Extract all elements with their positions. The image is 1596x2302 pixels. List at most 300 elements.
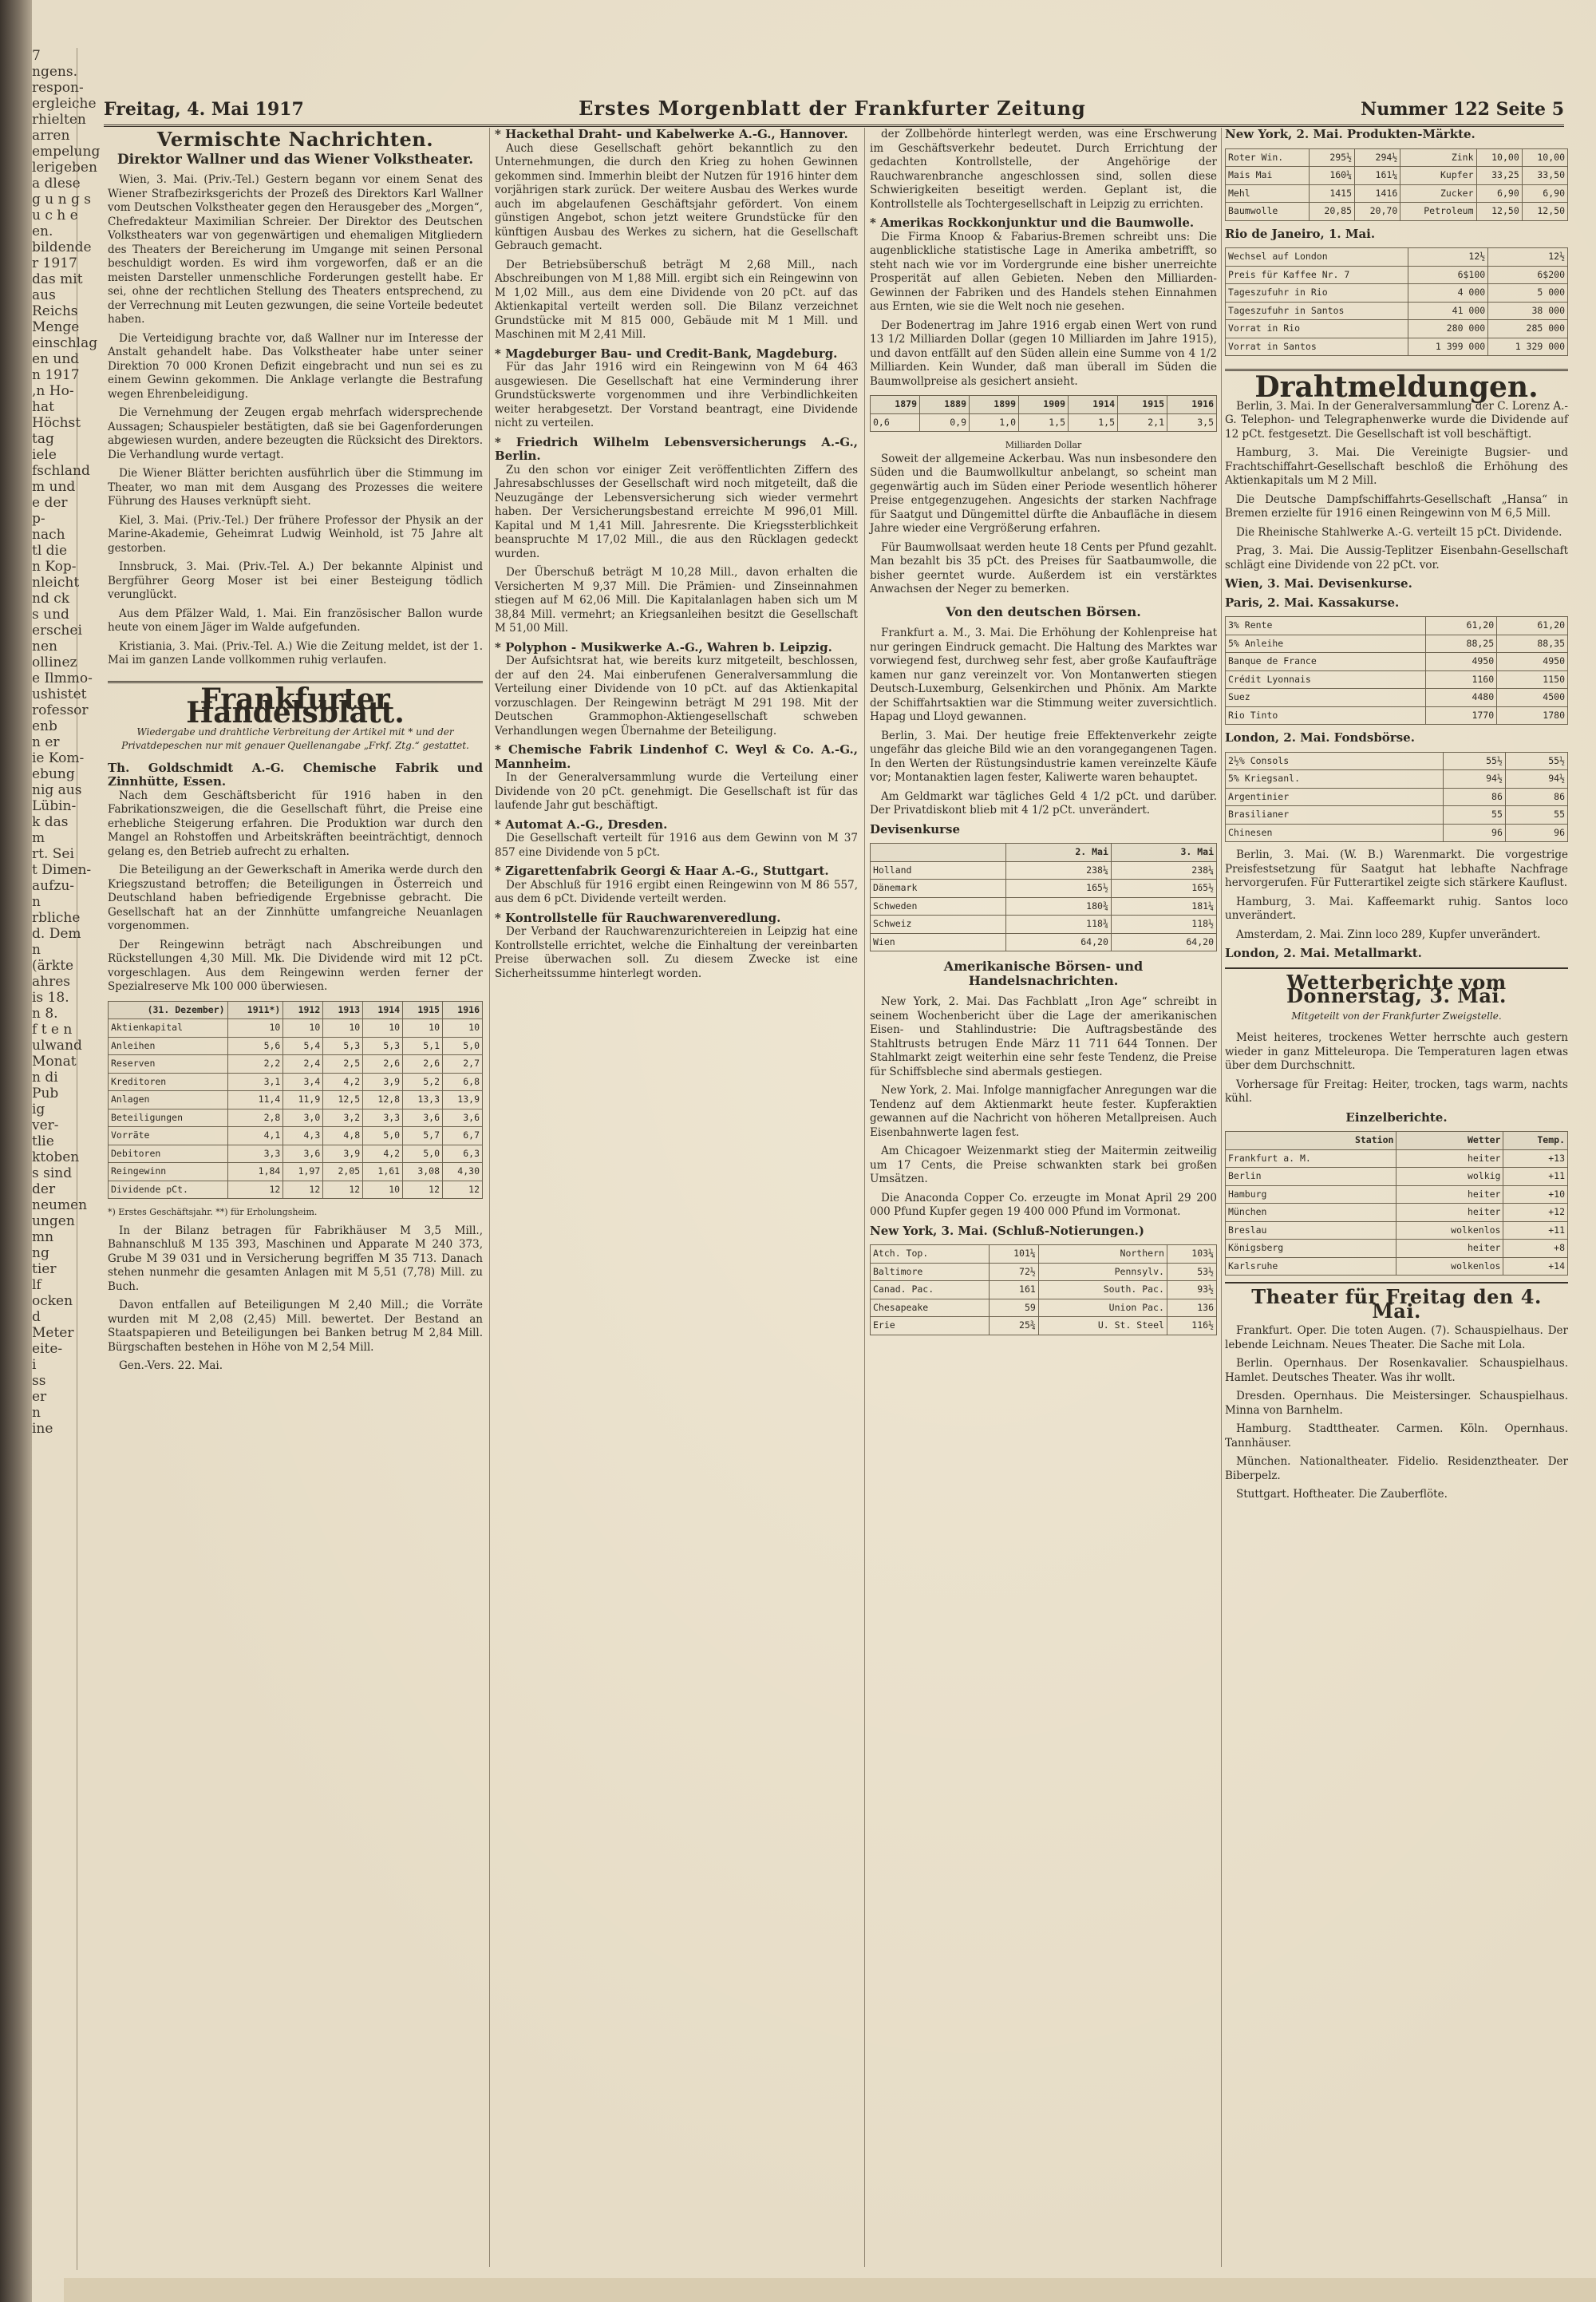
table-cell: 6,3: [443, 1145, 483, 1163]
fragment-line: nig aus: [32, 782, 82, 798]
table-cell: +11: [1503, 1221, 1568, 1240]
fragment-line: ie Kom-: [32, 750, 85, 766]
table-cell: 5% Anleihe: [1226, 635, 1426, 653]
fragment-line: p-: [32, 511, 45, 527]
table-row: [1226, 338, 1568, 356]
fragment-line: m: [32, 830, 45, 846]
fragment-line: ungen: [32, 1213, 75, 1229]
table-cell: 5,1: [403, 1037, 443, 1055]
table-row: [109, 1127, 483, 1145]
table-cell: 1415: [1309, 184, 1354, 203]
table-cell: 1,5: [1069, 413, 1118, 432]
fragment-line: ollinez: [32, 655, 77, 670]
table-cell: Kreditoren: [109, 1073, 228, 1091]
table-header: 1913: [323, 1001, 363, 1019]
table-cell: 20,70: [1355, 203, 1400, 221]
table-cell: 1,5: [1019, 413, 1069, 432]
fragment-line: r 1917: [32, 255, 77, 271]
fragment-line: ngens.: [32, 64, 77, 80]
fragment-line: nd ck: [32, 591, 70, 607]
table-row: [1226, 617, 1568, 635]
table-cell: Reserven: [109, 1055, 228, 1074]
article-title: * Kontrollstelle für Rauchwarenveredlung.: [495, 910, 781, 925]
table-header: 1912: [283, 1001, 323, 1019]
table-cell: +10: [1503, 1185, 1568, 1204]
table-cell: Breslau: [1226, 1221, 1396, 1240]
table-cell: 13,9: [443, 1091, 483, 1109]
paragraph: New York, 2. Mai. Das Fachblatt „Iron Age“ schreibt in seinem Wochenbericht über die Lage der amerikanischen Eisen- und Stahlindustrie: Die Auftragsbestände des Stahltrusts betrugen Ende März 11 711 644 Tonnen. Der Stahlmarkt zeigt weiterhin eine sehr feste Tendenz, die Preise für Schiffsbleche sind abermals gestiegen.: [870, 995, 1217, 1078]
table-cell: 0,6: [871, 413, 920, 432]
article-title: * Hackethal Draht- und Kabelwerke A.-G., Hannover.: [495, 127, 848, 141]
fragment-line: ,n Ho-: [32, 383, 74, 399]
table-cell: Pennsylv.: [1038, 1263, 1167, 1281]
table-header: (31. Dezember): [109, 1001, 228, 1019]
paragraph: Innsbruck, 3. Mai. (Priv.-Tel. A.) Der bekannte Alpinist und Bergführer Georg Moser ist bei einer Besteigung tödlich verunglückt.: [108, 560, 483, 601]
table-cell: 12,50: [1522, 203, 1567, 221]
paragraph: Der Verband der Rauchwarenzurichtereien in Leipzig hat eine Kontrollstelle errichtet, welche die Einhaltung der vereinbarten Preise überwachen soll. Zu diesem Zwecke ist eine Sicherheitssumme hinterlegt worden.: [495, 925, 858, 980]
paragraph: Der Aufsichtsrat hat, wie bereits kurz mitgeteilt, beschlossen, der auf den 24. Mai einberufenen Generalversammlung die Verteilung einer Dividende von 10 pCt. auf das Aktienkapital vorzuschlagen. Der Reingewinn beträgt M 291 198. Mit der Deutschen Grammophon-Aktiengesellschaft schweben Verhandlungen wegen Übernahme der Beteiligung.: [495, 655, 858, 738]
fragment-line: d. Dem: [32, 926, 81, 942]
table-cell: Baumwolle: [1226, 203, 1310, 221]
table-cell: 12,50: [1476, 203, 1522, 221]
section-title: Amerikanische Börsen- und Handelsnachrichten.: [943, 959, 1144, 988]
fragment-line: n 8.: [32, 1006, 58, 1022]
table-cell: 103¼: [1167, 1245, 1216, 1264]
table-cell: Brasilianer: [1226, 806, 1444, 825]
column-rule: [1221, 128, 1222, 2267]
fragment-line: n di: [32, 1070, 58, 1086]
article-body: [108, 173, 483, 668]
table-cell: 118½: [1111, 916, 1216, 934]
table-cell: 5,6: [227, 1037, 283, 1055]
fragment-line: ahres: [32, 974, 70, 990]
table-cell: 2,2: [227, 1055, 283, 1074]
table-cell: 3,1: [227, 1073, 283, 1091]
table-cell: 1 399 000: [1408, 338, 1488, 356]
table-row: [1226, 266, 1568, 284]
table-header: 1916: [1167, 396, 1217, 414]
produkten-table: [1225, 148, 1568, 221]
table-cell: Karlsruhe: [1226, 1257, 1396, 1276]
table-row: [1226, 752, 1568, 770]
table-title: New York, 2. Mai. Produkten-Märkte.: [1225, 127, 1476, 141]
table-title: Wien, 3. Mai. Devisenkurse.: [1225, 576, 1412, 591]
table-header: 1914: [363, 1001, 403, 1019]
table-cell: 1,97: [283, 1163, 323, 1181]
table-title: Einzelberichte.: [1345, 1109, 1448, 1125]
table-cell: wolkenlos: [1396, 1221, 1503, 1240]
paragraph: Prag, 3. Mai. Die Aussig-Teplitzer Eisenbahn-Gesellschaft schlägt eine Dividende von 22 pCt. vor.: [1225, 544, 1568, 572]
article-title: * Automat A.-G., Dresden.: [495, 817, 668, 832]
fragment-line: Reichs: [32, 303, 78, 319]
paragraph: Wien, 3. Mai. (Priv.-Tel.) Gestern begann vor einem Senat des Wiener Strafbezirksgerichts der Prozeß des Direktors Karl Wallner vom Deutschen Volkstheater gegen den Herausgeber des „Morgen“, Chefredakteur Maximilian Schreier. Der Direktor des Deutschen Volkstheaters war von gegenwärtigen und ehemaligen Mitgliedern des Theaters der Bereicherung im Umgange mit seinen Personal beschuldigt worden. Es wird ihm vorgeworfen, daß er an die meisten Darsteller unmenschliche Forderungen gestellt habe. Er sei, ohne der rechtlichen Stellung des Theaters entsprechend, zu der Verrechnung mit Leuten gezwungen, die seine Vorteile bedeutet haben.: [108, 173, 483, 326]
fragment-line: eite-: [32, 1341, 63, 1357]
table-title: London, 2. Mai. Metallmarkt.: [1225, 946, 1422, 960]
table-title: Devisenkurse: [870, 821, 961, 837]
fragment-line: (ärkte: [32, 958, 74, 974]
fragment-line: neumen: [32, 1197, 88, 1213]
table-cell: Petroleum: [1400, 203, 1476, 221]
column-rule: [864, 128, 865, 2267]
table-cell: 3,9: [363, 1073, 403, 1091]
fragment-line: ktoben: [32, 1149, 80, 1165]
table-cell: 94½: [1505, 770, 1567, 789]
table-header: Wetter: [1396, 1132, 1503, 1150]
table-cell: 2,1: [1118, 413, 1167, 432]
fragment-line: Meter: [32, 1325, 74, 1341]
table-cell: 55½: [1505, 752, 1567, 770]
table-row: [871, 1299, 1217, 1317]
fragment-line: er: [32, 1389, 47, 1405]
table-cell: 10: [443, 1019, 483, 1038]
table-header: 1915: [403, 1001, 443, 1019]
table-cell: 86: [1505, 788, 1567, 806]
fragment-line: nleicht: [32, 575, 80, 591]
table-row: [1226, 670, 1568, 689]
table-header: 1914: [1069, 396, 1118, 414]
table-cell: 12: [403, 1181, 443, 1199]
column-3: [870, 128, 1217, 2267]
table-cell: Vorräte: [109, 1127, 228, 1145]
paragraph: Dresden. Opernhaus. Die Meistersinger. Schauspielhaus. Minna von Barnhelm.: [1225, 1390, 1568, 1417]
table-cell: 33,25: [1476, 167, 1522, 185]
paragraph: Berlin, 3. Mai. (W. B.) Warenmarkt. Die vorgestrige Preisfestsetzung für Saatgut hat lebhafte Nachfrage hervorgerufen. Für Futterartikel zeigte sich stärkere Kauflust.: [1225, 848, 1568, 889]
fragment-line: rofessor: [32, 702, 89, 718]
table-cell: 88,25: [1426, 635, 1497, 653]
table-cell: Rio Tinto: [1226, 706, 1426, 725]
table-row: [109, 1109, 483, 1127]
fragment-line: arren: [32, 128, 70, 144]
table-cell: 4,1: [227, 1127, 283, 1145]
table-row: [1226, 788, 1568, 806]
table-cell: 1780: [1497, 706, 1568, 725]
table-cell: 5 000: [1488, 284, 1568, 303]
wetter-note: Mitgeteilt von der Frankfurter Zweigstelle.: [1291, 1010, 1502, 1022]
balance-table: [108, 1001, 483, 1200]
table-cell: 165½: [1005, 880, 1111, 898]
table-cell: 160¼: [1309, 167, 1354, 185]
fragment-line: erschei: [32, 623, 82, 639]
fragment-line: aufzu-: [32, 878, 75, 894]
table-row: [1226, 248, 1568, 267]
table-row: [871, 1281, 1217, 1299]
table-cell: +13: [1503, 1149, 1568, 1168]
table-cell: 5,0: [443, 1037, 483, 1055]
table-cell: 64,20: [1111, 933, 1216, 951]
article-body: [1225, 1031, 1568, 1106]
table-cell: 38 000: [1488, 302, 1568, 320]
header-date: Freitag, 4. Mai 1917: [104, 99, 304, 120]
table-cell: Tageszufuhr in Santos: [1226, 302, 1408, 320]
fragment-line: ushistet: [32, 686, 87, 702]
table-cell: Mais Mai: [1226, 167, 1310, 185]
table-cell: Hamburg: [1226, 1185, 1396, 1204]
fragment-line: enb: [32, 718, 57, 734]
table-row: [1226, 167, 1568, 185]
scan-edge: [0, 0, 32, 2302]
fragment-line: Monat: [32, 1054, 77, 1070]
fragment-line: aus: [32, 287, 56, 303]
table-cell: 11,4: [227, 1091, 283, 1109]
fragment-line: f t e n: [32, 1022, 73, 1038]
article-body: [1225, 400, 1568, 573]
table-cell: U. St. Steel: [1038, 1317, 1167, 1335]
table-header: Temp.: [1503, 1132, 1568, 1150]
table-cell: Frankfurt a. M.: [1226, 1149, 1396, 1168]
article-body: [870, 627, 1217, 818]
fragment-line: Lübin-: [32, 798, 77, 814]
table-cell: 238¼: [1005, 861, 1111, 880]
article-title: * Friedrich Wilhelm Lebensversicherungs A.-G., Berlin.: [495, 434, 858, 463]
column-1: [108, 128, 483, 2267]
fragment-line: en.: [32, 223, 53, 239]
table-cell: 294½: [1355, 148, 1400, 167]
table-title: London, 2. Mai. Fondsbörse.: [1225, 730, 1415, 745]
table-header: 1889: [920, 396, 970, 414]
fragment-line: n: [32, 1405, 41, 1421]
handelsblatt-note: Wiedergabe und drahtliche Verbreitung der Artikel mit * und der Privatdepeschen nur mit genauer Quellenangabe „Frkf. Ztg.“ gestattet.: [121, 726, 469, 751]
table-row: [1226, 635, 1568, 653]
fragment-line: der: [32, 1181, 56, 1197]
fragment-line: Pub: [32, 1086, 59, 1102]
table-row: [871, 861, 1217, 880]
table-cell: München: [1226, 1204, 1396, 1222]
fragment-line: 7: [32, 48, 41, 64]
section-title: Vermischte Nachrichten.: [156, 128, 434, 151]
table-header: 2. Mai: [1005, 844, 1111, 862]
paragraph: Der Abschluß für 1916 ergibt einen Reingewinn von M 86 557, aus dem 6 pCt. Dividende verteilt werden.: [495, 878, 858, 905]
table-cell: 72½: [989, 1263, 1038, 1281]
fragment-line: g u n g s: [32, 192, 92, 208]
paris-table: [1225, 616, 1568, 725]
paragraph: Die Gesellschaft verteilt für 1916 aus dem Gewinn von M 37 857 eine Dividende von 5 pCt.: [495, 832, 858, 859]
fragment-line: ng: [32, 1245, 49, 1261]
paragraph: Davon entfallen auf Beteiligungen M 2,40 Mill.; die Vorräte wurden mit M 2,08 (2,45) Mill. bewertet. Der Bestand an Staatspapieren und Beteiligungen bei Banken betrug M 2,84 Mill. Bürgschaften bestehen in Höhe von M 2,54 Mill.: [108, 1299, 483, 1354]
table-cell: 41 000: [1408, 302, 1488, 320]
table-cell: 12½: [1488, 248, 1568, 267]
table-cell: 12: [443, 1181, 483, 1199]
article-title: * Polyphon - Musikwerke A.-G., Wahren b. Leipzig.: [495, 639, 832, 655]
paragraph: Kristiania, 3. Mai. (Priv.-Tel. A.) Wie die Zeitung meldet, ist der 1. Mai im ganzen Lande vollkommen ruhig verlaufen.: [108, 639, 483, 666]
table-cell: 136: [1167, 1299, 1216, 1317]
table-cell: 3,2: [323, 1109, 363, 1127]
fragment-line: m und: [32, 479, 76, 495]
fragment-line: ocken: [32, 1293, 73, 1309]
paragraph: Die Deutsche Dampfschiffahrts-Gesellschaft „Hansa“ in Bremen erzielte für 1916 einen Reingewinn von M 6,5 Mill.: [1225, 492, 1568, 520]
table-cell: 1416: [1355, 184, 1400, 203]
table-cell: heiter: [1396, 1185, 1503, 1204]
rio-table: [1225, 247, 1568, 356]
article-body: [870, 128, 1217, 212]
table-cell: Anleihen: [109, 1037, 228, 1055]
table-header: 1909: [1019, 396, 1069, 414]
table-cell: Erie: [871, 1317, 990, 1335]
fragment-line: is 18.: [32, 990, 69, 1006]
paragraph: Die Wiener Blätter berichten ausführlich über die Stimmung im Theater, wo man mit dem Ausgang des Prozesses die weitere Führung des Hauses verknüpft sieht.: [108, 467, 483, 508]
paragraph: Die Beteiligung an der Gewerkschaft in Amerika werde durch den Kriegszustand betroffen; die Beteiligungen in Österreich und Deutschland haben befriedigende Ergebnisse gebracht. Die Gesellschaft hat an der Zinnhütte umfangreiche Neuanlagen vorgenommen.: [108, 864, 483, 932]
paragraph: Gen.-Vers. 22. Mai.: [119, 1359, 223, 1372]
fragment-line: t Dimen-: [32, 862, 92, 878]
paragraph: Berlin, 3. Mai. Der heutige freie Effektenverkehr zeigte ungefähr das gleiche Bild wie an den vorangegangenen Tagen. In den Werten der Rüstungsindustrie kamen vereinzelte Käufe vor; Montanaktien lagen fester, Kaliwerte waren behauptet.: [870, 729, 1217, 784]
table-cell: 5% Kriegsanl.: [1226, 770, 1444, 789]
yield-caption: Milliarden Dollar: [1005, 440, 1082, 450]
paragraph: Berlin. Opernhaus. Der Rosenkavalier. Schauspielhaus. Hamlet. Deutsches Theater. Was ihr wollt.: [1225, 1357, 1568, 1384]
table-row: [1226, 184, 1568, 203]
table-row: [1226, 824, 1568, 842]
article-list: [495, 128, 858, 981]
table-cell: 5,7: [403, 1127, 443, 1145]
fragment-line: fschland: [32, 463, 90, 479]
table-cell: 3% Rente: [1226, 617, 1426, 635]
article-title: * Amerikas Rockkonjunktur und die Baumwolle.: [870, 216, 1195, 230]
fragment-line: s und: [32, 607, 69, 623]
paragraph: Zu den schon vor einiger Zeit veröffentlichten Ziffern des Jahresabschlusses der Gesellschaft wird noch mitgeteilt, daß die Neuzugänge der Lebensversicherung sich wieder vermehrt haben. Der Versicherungsbestand erreichte M 996,01 Mill. Kapital und M 1,41 Mill. Jahresrente. Die Kriegssterblichkeit beanspruchte M 17,02 Mill., die aus den Rücklagen gedeckt wurden.: [495, 463, 858, 560]
devisen-table: [870, 843, 1217, 951]
table-cell: Banque de France: [1226, 653, 1426, 671]
table-row: [1226, 706, 1568, 725]
fragment-line: u c h e: [32, 208, 78, 223]
fragment-line: rt. Sei: [32, 846, 74, 862]
table-cell: South. Pac.: [1038, 1281, 1167, 1299]
table-cell: 12,5: [323, 1091, 363, 1109]
weather-table: [1225, 1131, 1568, 1276]
table-cell: 3,9: [323, 1145, 363, 1163]
table-cell: Reingewinn: [109, 1163, 228, 1181]
table-header: 3. Mai: [1111, 844, 1216, 862]
table-cell: Mehl: [1226, 184, 1310, 203]
paragraph: Soweit der allgemeine Ackerbau. Was nun insbesondere den Süden und die Baumwollkultur anbelangt, so scheint man gegenwärtig auch im Süden einer Periode wesentlich höherer Preise entgegenzugehen. Angesichts der starken Nachfrage für Saatgut und Düngemittel dürfte die Anbaufläche in diesem Jahre wieder eine Vergrößerung erfahren.: [870, 452, 1217, 535]
paragraph: Die Verteidigung brachte vor, daß Wallner nur im Interesse der Anstalt gehandelt habe. Das Volkstheater habe unter seiner Direktion 70 000 Kronen Defizit eingebracht und nun sei es zu einem Gewinn gekommen. Die Anklage verlangte die Bestrafung wegen Ehrenbeleidigung.: [108, 331, 483, 401]
table-header: 1899: [970, 396, 1019, 414]
fragment-line: n: [32, 894, 41, 910]
table-cell: Vorrat in Santos: [1226, 338, 1408, 356]
table-cell: 101¼: [989, 1245, 1038, 1264]
table-row: [1226, 1168, 1568, 1186]
table-row: [109, 1037, 483, 1055]
table-cell: 3,6: [443, 1109, 483, 1127]
table-cell: 3,6: [403, 1109, 443, 1127]
table-cell: 10,00: [1476, 148, 1522, 167]
table-cell: 10: [363, 1181, 403, 1199]
table-row: [1226, 1240, 1568, 1258]
fragment-line: n: [32, 942, 41, 958]
table-cell: Zink: [1400, 148, 1476, 167]
table-cell: 96: [1443, 824, 1505, 842]
table-header: [871, 844, 1006, 862]
table-cell: +8: [1503, 1240, 1568, 1258]
fragment-line: e der: [32, 495, 68, 511]
fragment-line: nach: [32, 527, 65, 543]
fragment-line: bildende: [32, 239, 92, 255]
table-cell: 1,0: [970, 413, 1019, 432]
table-row: [1226, 284, 1568, 303]
newspaper-page: [32, 0, 1596, 2302]
fragment-line: hat: [32, 399, 54, 415]
table-cell: Canad. Pac.: [871, 1281, 990, 1299]
table-cell: 88,35: [1497, 635, 1568, 653]
table-cell: 2,7: [443, 1055, 483, 1074]
table-cell: 4,2: [363, 1145, 403, 1163]
paragraph: München. Nationaltheater. Fidelio. Residenztheater. Der Biberpelz.: [1225, 1455, 1568, 1482]
fragment-line: k das: [32, 814, 69, 830]
fragment-line: i: [32, 1357, 37, 1373]
table-row: [1226, 770, 1568, 789]
table-cell: 2½% Consols: [1226, 752, 1444, 770]
table-cell: 4,2: [323, 1073, 363, 1091]
section-title: Wetterberichte vom Donnerstag, 3. Mai.: [1286, 970, 1507, 1007]
table-cell: 181¼: [1111, 897, 1216, 916]
table-cell: Roter Win.: [1226, 148, 1310, 167]
table-cell: 2,8: [227, 1109, 283, 1127]
fragment-line: rbliche: [32, 910, 81, 926]
table-cell: wolkenlos: [1396, 1257, 1503, 1276]
table-cell: 12: [323, 1181, 363, 1199]
table-cell: Chinesen: [1226, 824, 1444, 842]
table-cell: 12: [227, 1181, 283, 1199]
table-row: [871, 916, 1217, 934]
fragment-line: ebung: [32, 766, 75, 782]
table-row: [1226, 1185, 1568, 1204]
table-cell: 1,84: [227, 1163, 283, 1181]
paragraph: Nach dem Geschäftsbericht für 1916 haben in den Fabrikationszweigen, die die Gesellschaft führt, die Preise eine erhebliche Steigerung erfahren. Die Produktion war durch den Mangel an Rohstoffen und Arbeitskräften beeinträchtigt, dennoch gelang es, den Betrieb aufrecht zu erhalten.: [108, 789, 483, 858]
table-cell: 4950: [1497, 653, 1568, 671]
table-cell: 5,4: [283, 1037, 323, 1055]
table-row: [109, 1019, 483, 1038]
table-row: [871, 1263, 1217, 1281]
table-title: Paris, 2. Mai. Kassakurse.: [1225, 595, 1400, 610]
table-cell: 165½: [1111, 880, 1216, 898]
table-cell: Dänemark: [871, 880, 1006, 898]
table-row: [871, 880, 1217, 898]
table-cell: 10: [283, 1019, 323, 1038]
fragment-line: ulwand: [32, 1038, 82, 1054]
section-title: Theater für Freitag den 4. Mai.: [1251, 1285, 1542, 1323]
table-cell: 4950: [1426, 653, 1497, 671]
table-title: Rio de Janeiro, 1. Mai.: [1225, 226, 1376, 241]
table-cell: 10: [403, 1019, 443, 1038]
table-cell: 11,9: [283, 1091, 323, 1109]
paragraph: Die Rheinische Stahlwerke A.-G. verteilt 15 pCt. Dividende.: [1236, 525, 1562, 539]
table-cell: 3,4: [283, 1073, 323, 1091]
table-cell: 2,6: [403, 1055, 443, 1074]
table-cell: 6$200: [1488, 266, 1568, 284]
table-cell: Baltimore: [871, 1263, 990, 1281]
table-cell: Chesapeake: [871, 1299, 990, 1317]
london-table: [1225, 752, 1568, 843]
table-cell: heiter: [1396, 1149, 1503, 1168]
table-cell: 64,20: [1005, 933, 1111, 951]
table-cell: Wien: [871, 933, 1006, 951]
page-bottom-edge: [64, 2278, 1596, 2302]
table-cell: 116½: [1167, 1317, 1216, 1335]
column-2: [495, 128, 858, 2267]
table-row: [871, 1317, 1217, 1335]
handelsblatt-title: Frankfurter Handelsblatt.: [108, 681, 483, 721]
table-cell: 3,5: [1167, 413, 1217, 432]
table-row: [1226, 320, 1568, 338]
paragraph: Hamburg, 3. Mai. Die Vereinigte Bugsier- und Frachtschiffahrt-Gesellschaft beschloß die Erhöhung des Aktienkapitals um M 2 Mill.: [1225, 446, 1568, 487]
table-cell: 5,2: [403, 1073, 443, 1091]
paragraph: Der Überschuß beträgt M 10,28 Mill., davon erhalten die Versicherten M 9,37 Mill. Die Prämien- und Zinseinnahmen stiegen auf M 62,06 Mill. Die Kapitalanlagen haben sich um M 38,84 Mill. vermehrt; an Kriegsanleihen besitzt die Gesellschaft M 51,00 Mill.: [495, 566, 858, 635]
table-cell: 2,5: [323, 1055, 363, 1074]
fragment-line: a dlese: [32, 176, 81, 192]
header-number: Nummer 122 Seite 5: [1361, 99, 1564, 120]
fragment-line: en und: [32, 351, 80, 367]
table-cell: Zucker: [1400, 184, 1476, 203]
paragraph: Hamburg, 3. Mai. Kaffeemarkt ruhig. Santos loco unverändert.: [1225, 895, 1568, 922]
table-cell: 1,61: [363, 1163, 403, 1181]
table-row: [1226, 1149, 1568, 1168]
